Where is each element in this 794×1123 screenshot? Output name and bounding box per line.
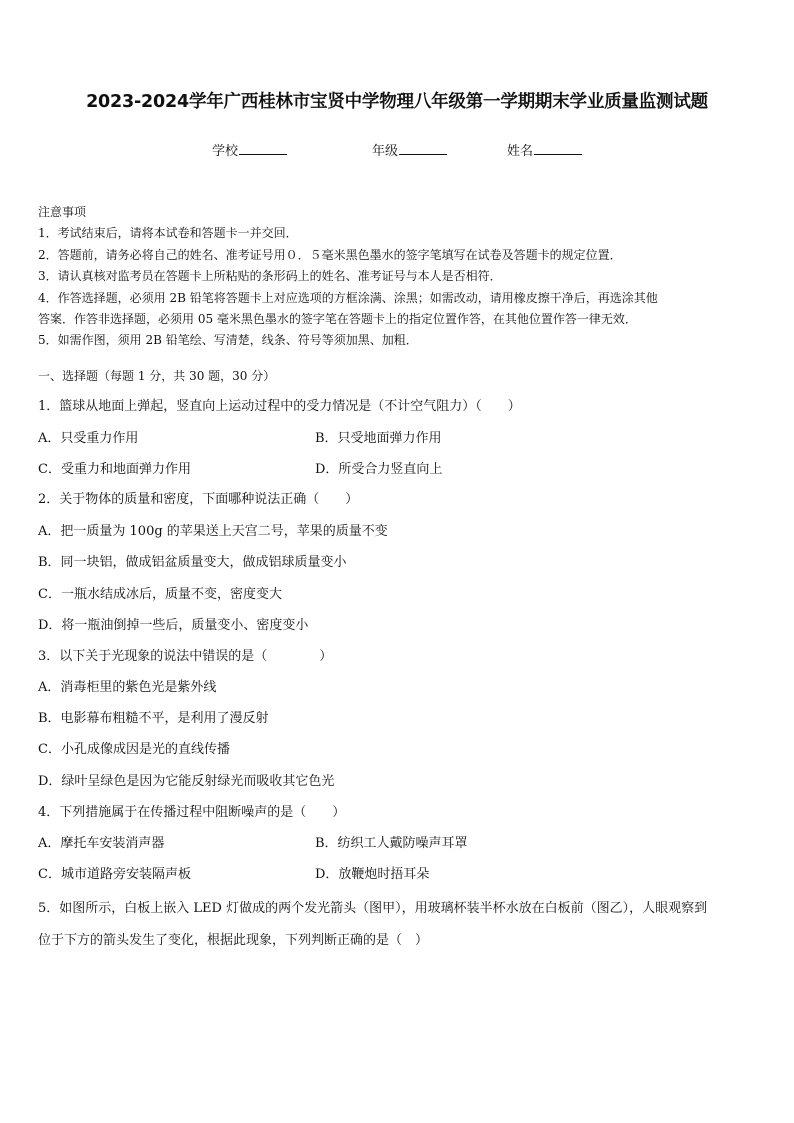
question-1-option-c: C．受重力和地面弹力作用 <box>38 462 191 477</box>
section-heading: 一、选择题（每题 1 分，共 30 题，30 分） <box>38 369 276 383</box>
school-blank[interactable] <box>239 141 287 155</box>
question-4-option-c: C．城市道路旁安装隔声板 <box>38 867 191 882</box>
notes-item: 答案．作答非选择题，必须用 05 毫米黑色墨水的签字笔在答题卡上的指定位置作答，在其他位置作答一律无效． <box>38 312 637 327</box>
question-5-stem <box>38 893 758 957</box>
question-4-option-d: D．放鞭炮时捂耳朵 <box>315 867 430 882</box>
question-2-option-a: A．把一质量为 100g 的苹果送上天宫二号，苹果的质量不变 <box>38 524 388 539</box>
question-2-option-b: B．同一块铝，做成铝盆质量变大，做成铝球质量变小 <box>38 555 347 570</box>
question-3-option-a: A．消毒柜里的紫色光是紫外线 <box>38 680 217 695</box>
question-1-option-a: A．只受重力作用 <box>38 431 139 446</box>
grade-field <box>372 140 447 159</box>
school-label: 学校 <box>212 144 239 159</box>
name-field <box>507 140 582 159</box>
question-5-line: 5．如图所示，白板上嵌入 LED 灯做成的两个发光箭头（图甲），用玻璃杯装半杯水放在白板前（图乙），人眼观察到 <box>38 901 708 916</box>
question-3-stem: 3．以下关于光现象的说法中错误的是（ ） <box>38 649 333 664</box>
notes-item: 4．作答选择题，必须用 2B 铅笔将答题卡上对应选项的方框涂满、涂黑；如需改动，请用橡皮擦干净后，再选涂其他 <box>38 290 658 305</box>
question-1-option-d: D．所受合力竖直向上 <box>315 462 443 477</box>
student-info-row <box>0 140 794 160</box>
question-1-option-b: B．只受地面弹力作用 <box>315 431 442 446</box>
question-2-stem: 2．关于物体的质量和密度，下面哪种说法正确（ ） <box>38 492 359 507</box>
question-3-option-c: C．小孔成像成因是光的直线传播 <box>38 742 230 757</box>
notes-item: 2．答题前，请务必将自己的姓名、准考证号用０．５毫米黑色墨水的签字笔填写在试卷及答题卡的规定位置． <box>38 247 622 262</box>
notes-item: 3．请认真核对监考员在答题卡上所粘贴的条形码上的姓名、准考证号与本人是否相符． <box>38 269 502 284</box>
question-2-option-d: D．将一瓶油倒掉一些后，质量变小、密度变小 <box>38 618 309 633</box>
name-blank[interactable] <box>534 141 582 155</box>
exam-title: 2023-2024学年广西桂林市宝贤中学物理八年级第一学期期末学业质量监测试题 <box>86 92 708 112</box>
notes-item: 5．如需作图，须用 2B 铅笔绘、写清楚，线条、符号等须加黑、加粗． <box>38 333 418 348</box>
question-1-stem: 1．篮球从地面上弹起，竖直向上运动过程中的受力情况是（不计空气阻力）（ ） <box>38 399 521 414</box>
question-2-option-c: C．一瓶水结成冰后，质量不变，密度变大 <box>38 587 282 602</box>
question-4-stem: 4．下列措施属于在传播过程中阻断噪声的是（ ） <box>38 805 346 820</box>
question-5-line: 位于下方的箭头发生了变化，根据此现象，下列判断正确的是（ ） <box>38 933 429 948</box>
name-label: 姓名 <box>507 144 534 159</box>
question-4-option-b: B．纺织工人戴防噪声耳罩 <box>315 836 468 851</box>
grade-label: 年级 <box>372 144 399 159</box>
grade-blank[interactable] <box>399 141 447 155</box>
notes-heading: 注意事项 <box>38 205 87 219</box>
school-field <box>212 140 287 159</box>
question-4-option-a: A．摩托车安装消声器 <box>38 836 165 851</box>
notes-item: 1．考试结束后，请将本试卷和答题卡一并交回． <box>38 226 298 241</box>
question-3-option-b: B．电影幕布粗糙不平，是利用了漫反射 <box>38 711 269 726</box>
notes-block <box>38 202 758 352</box>
question-3-option-d: D．绿叶呈绿色是因为它能反射绿光而吸收其它色光 <box>38 774 335 789</box>
